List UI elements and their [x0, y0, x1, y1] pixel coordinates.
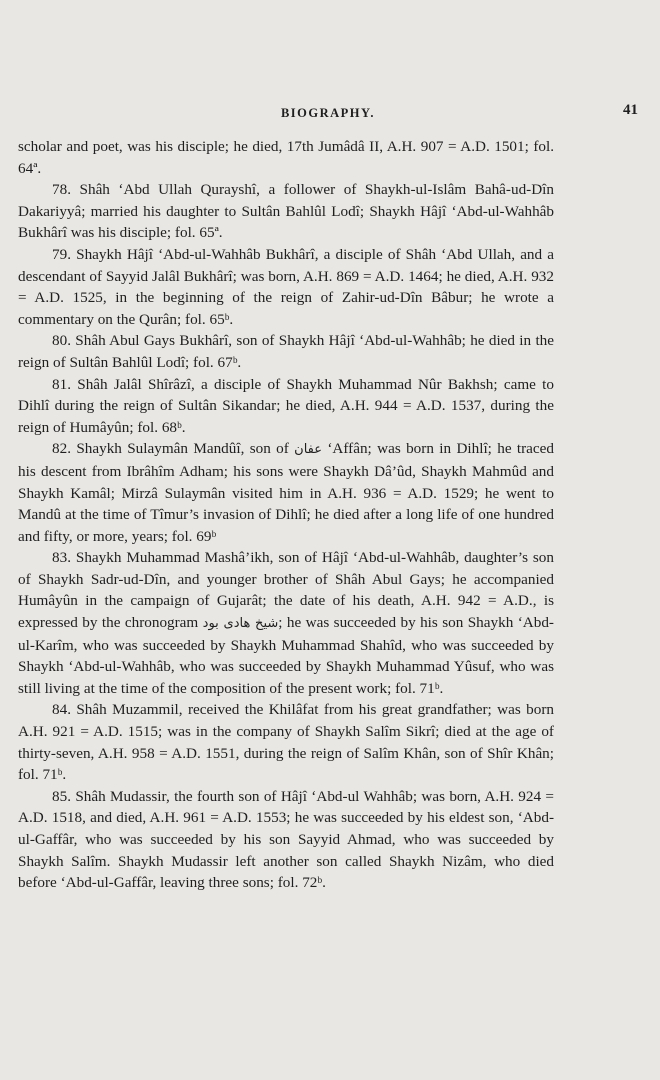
paragraph-84: 84. Shâh Muzammil, received the Khilâfat from his great grandfather; was born A.H. 921 = A.D. 1515; was in the company of Shaykh Salîm Sikrî; died at the age of thirty-seven, A.H. 958 = A.D. 1551, during the reign of Salîm Khân, son of Shîr Khân; fol. 71ᵇ.	[18, 701, 554, 784]
body-text	[18, 136, 554, 894]
paragraph-85: 85. Shâh Mudassir, the fourth son of Hâjî ‘Abd-ul Wahhâb; was born, A.H. 924 = A.D. 1518, and died, A.H. 961 = A.D. 1553; he was succeeded by his eldest son, ‘Abd-ul-Gaffâr, who was succeeded by his son Sayyid Ahmad, who was succeeded by Shaykh Salîm. Shaykh Mudassir left another son called Shaykh Nizâm, who died before ‘Abd-ul-Gaffâr, leaving three sons; fol. 72ᵇ.	[18, 787, 554, 892]
paragraph-80: 80. Shâh Abul Gays Bukhârî, son of Shaykh Hâjî ‘Abd-ul-Wahhâb; he died in the reign of Sultân Bahlûl Lodî; fol. 67ᵇ.	[18, 332, 554, 371]
paragraph-78: 78. Shâh ‘Abd Ullah Qurayshî, a follower of Shaykh-ul-Islâm Bahâ-ud-Dîn Dakariyyâ; married his daughter to Sultân Bahlûl Lodî; Shaykh Hâjî ‘Abd-ul-Wahhâb Bukhârî was his disciple; fol. 65ª.	[18, 181, 554, 242]
paragraph-83	[18, 547, 554, 699]
paragraph-82	[18, 438, 554, 547]
page-number: 41	[623, 102, 638, 118]
page-header	[18, 100, 638, 124]
paragraph-83-arabic: شیخ هادی بود	[202, 616, 279, 632]
paragraph-81: 81. Shâh Jalâl Shîrâzî, a disciple of Shaykh Muhammad Nûr Bakhsh; came to Dihlî during the reign of Sultân Sikandar; he died, A.H. 944 = A.D. 1537, during the reign of Humâyûn; fol. 68ᵇ.	[18, 375, 554, 436]
paragraph-82-arabic: عفان	[294, 442, 323, 458]
paragraph-82-text-a: 82. Shaykh Sulaymân Mandûî, son of	[52, 440, 295, 458]
paragraph-83-text-b: ; he was succeeded by his son Shaykh ‘Abd-ul-Karîm, who was succeeded by Shaykh Muhammad Shahîd, who was succeeded by Shaykh ‘Abd-ul-Wahhâb, who was succeeded by Shaykh Muhammad Yûsuf, who was still living at the time of the composition of the present work; fol. 71ᵇ.	[18, 614, 554, 697]
paragraph-79: 79. Shaykh Hâjî ‘Abd-ul-Wahhâb Bukhârî, a disciple of Shâh ‘Abd Ullah, and a descendant of Sayyid Jalâl Bukhârî; was born, A.H. 869 = A.D. 1464; he died, A.H. 932 = A.D. 1525, in the beginning of the reign of Zahir-ud-Dîn Bâbur; he wrote a commentary on the Qurân; fol. 65ᵇ.	[18, 245, 554, 328]
paragraph-82-text-b: ‘Affân; was born in Dihlî; he traced his descent from Ibrâhîm Adham; his sons were Shaykh Dâ’ûd, Shaykh Mahmûd and Shaykh Kamâl; Mirzâ Sulaymân visited him in A.H. 936 = A.D. 1529; he went to Mandû at the time of Tîmur’s invasion of Dihlî; he died after a long life of one hundred and fifty, or more, years; fol. 69ᵇ	[18, 440, 554, 545]
running-title: BIOGRAPHY.	[280, 106, 376, 120]
paragraph-continuation: scholar and poet, was his disciple; he died, 17th Jumâdâ II, A.H. 907 = A.D. 1501; fol. 64ª.	[18, 138, 554, 177]
paragraph-83-text-a: 83. Shaykh Muhammad Mashâ’ikh, son of Hâjî ‘Abd-ul-Wahhâb, daughter’s son of Shaykh Sadr-ud-Dîn, and younger brother of Shâh Abul Gays; he accompanied Humâyûn in the campaign of Gujarât; the date of his death, A.H. 942 = A.D., is expressed by the chronogram	[18, 549, 554, 632]
